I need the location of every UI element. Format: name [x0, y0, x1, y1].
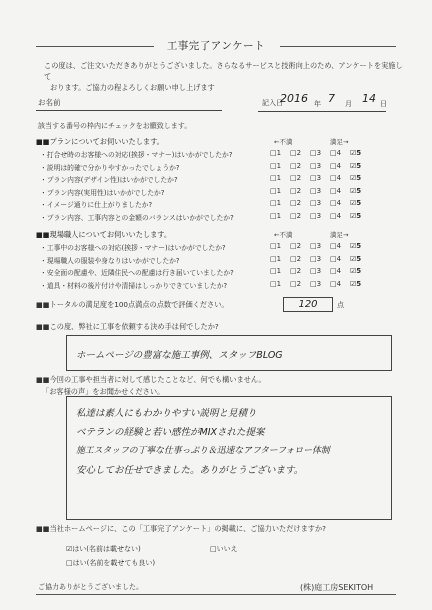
- rating-checkbox-4[interactable]: □4: [330, 161, 342, 170]
- total-score-field[interactable]: 120: [283, 297, 333, 312]
- plan-rating-6: [270, 212, 370, 220]
- plan-question-1: ・打合せ時のお客様への対応(挨拶・マナー)はいかがでしたか?: [40, 151, 233, 159]
- voice-label: ■■今回の工事や担当者に対して感じたことなど、何でも構いません。: [36, 375, 266, 384]
- rating-checkbox-1[interactable]: □1: [270, 279, 282, 288]
- rating-checkbox-3[interactable]: □3: [310, 174, 322, 182]
- scale-left-label: ←不満: [274, 231, 293, 239]
- rating-checkbox-3[interactable]: □3: [310, 149, 322, 157]
- page-title: 工事完了アンケート: [166, 40, 266, 52]
- voice-sublabel: 「お客様の声」をお聞かせください。: [42, 387, 165, 396]
- rating-checkbox-4[interactable]: □4: [330, 174, 342, 182]
- voice-line: 私達は素人にもわかりやすい説明と見積り: [76, 408, 257, 419]
- consent-yes-anonymous-checkbox[interactable]: ☑はい(名前は載せない): [66, 545, 141, 553]
- plan-question-3: ・プラン内容(デザイン性)はいかがでしたか?: [40, 176, 178, 184]
- rating-checkbox-5[interactable]: ☑5: [350, 242, 362, 250]
- rating-checkbox-4[interactable]: □4: [330, 267, 342, 275]
- rating-checkbox-2[interactable]: □2: [290, 174, 302, 182]
- reason-answer-text: ホームページの豊富な施工事例、スタッフBLOG: [76, 350, 283, 361]
- rating-checkbox-1[interactable]: □1: [270, 211, 282, 220]
- rating-checkbox-2[interactable]: □2: [290, 267, 302, 275]
- intro-text: [44, 60, 404, 93]
- rating-checkbox-4[interactable]: □4: [330, 149, 342, 157]
- date-month-unit: 月: [345, 100, 352, 108]
- plan-question-2: ・説明は的確で分かりやすかったでしょうか?: [40, 163, 180, 172]
- rating-checkbox-1[interactable]: □1: [270, 186, 282, 195]
- plan-question-4: ・プラン内容(実用性)はいかがでしたか?: [40, 188, 165, 197]
- rating-checkbox-2[interactable]: □2: [290, 242, 302, 250]
- rating-checkbox-2[interactable]: □2: [290, 279, 302, 288]
- plan-rating-3: [270, 174, 370, 182]
- date-label: 記入日: [262, 99, 283, 107]
- section-staff-header: ■■現場職人についてお伺いいたします。: [36, 230, 172, 239]
- rating-checkbox-5[interactable]: ☑5: [350, 279, 362, 288]
- staff-question-3: ・安全面の配慮や、近隣住民への配慮は行き届いていましたか?: [40, 269, 234, 277]
- rating-checkbox-2[interactable]: □2: [290, 161, 302, 170]
- staff-question-4: ・道具・材料の後片付けや清掃はしっかりできていましたか?: [40, 281, 228, 290]
- rating-checkbox-5[interactable]: ☑5: [350, 254, 362, 263]
- rating-checkbox-5[interactable]: ☑5: [350, 149, 362, 157]
- bottom-rule: [36, 594, 396, 595]
- staff-rating-1: [270, 242, 370, 250]
- date-year: 2016: [280, 92, 308, 105]
- rating-checkbox-5[interactable]: ☑5: [350, 267, 362, 275]
- rating-checkbox-5[interactable]: ☑5: [350, 186, 362, 195]
- voice-line: 施工スタッフの丁寧な仕事っぷり＆迅速なアフターフォロー体制: [76, 446, 330, 456]
- plan-rating-5: [270, 199, 370, 207]
- rating-checkbox-2[interactable]: □2: [290, 199, 302, 207]
- section-plan-header: ■■プランについてお伺いいたします。: [36, 137, 164, 146]
- rating-checkbox-1[interactable]: □1: [270, 242, 282, 250]
- name-label: お名前: [38, 98, 61, 107]
- homepage-consent-label: ■■当社ホームページに、この「工事完了アンケート」の掲載に、ご協力いただけますか?: [36, 524, 326, 533]
- rating-checkbox-1[interactable]: □1: [270, 254, 282, 263]
- staff-rating-2: [270, 255, 370, 263]
- reason-label: ■■この度、弊社に工事を依頼する決め手は何でしたか?: [36, 322, 219, 331]
- voice-line: ベテランの経験と若い感性がMIXされた提案: [76, 427, 265, 438]
- rating-checkbox-2[interactable]: □2: [290, 254, 302, 263]
- rating-checkbox-4[interactable]: □4: [330, 254, 342, 263]
- rating-checkbox-3[interactable]: □3: [310, 242, 322, 250]
- rating-checkbox-3[interactable]: □3: [310, 279, 322, 288]
- total-label: ■■トータルの満足度を100点満点の点数で評価ください。: [36, 300, 229, 309]
- date-month: 7: [328, 92, 335, 105]
- date-day: 14: [362, 92, 376, 105]
- rating-checkbox-1[interactable]: □1: [270, 174, 282, 182]
- rating-checkbox-4[interactable]: □4: [330, 242, 342, 250]
- staff-rating-3: [270, 267, 370, 275]
- rating-checkbox-3[interactable]: □3: [310, 211, 322, 220]
- date-day-unit: 日: [380, 100, 387, 108]
- staff-question-2: ・現場職人の服装や身なりはいかがでしたか?: [40, 256, 180, 265]
- date-field[interactable]: [258, 111, 386, 112]
- rating-checkbox-4[interactable]: □4: [330, 199, 342, 207]
- intro-line: おります。ご協力の程よろしくお願い申し上げます: [50, 83, 215, 92]
- company-name: (株)庭工房SEKITOH: [300, 583, 374, 592]
- rating-checkbox-5[interactable]: ☑5: [350, 211, 362, 220]
- rating-checkbox-1[interactable]: □1: [270, 161, 282, 170]
- rating-checkbox-2[interactable]: □2: [290, 149, 302, 157]
- total-unit: 点: [337, 301, 344, 309]
- rating-checkbox-4[interactable]: □4: [330, 211, 342, 220]
- rating-checkbox-5[interactable]: ☑5: [350, 161, 362, 170]
- staff-rating-4: [270, 280, 370, 288]
- rating-checkbox-5[interactable]: ☑5: [350, 199, 362, 207]
- rating-checkbox-5[interactable]: ☑5: [350, 174, 362, 182]
- rating-checkbox-3[interactable]: □3: [310, 186, 322, 195]
- consent-no-checkbox[interactable]: □いいえ: [210, 545, 238, 553]
- staff-question-1: ・工事中のお客様への対応(挨拶・マナー)はいかがでしたか?: [40, 244, 226, 252]
- scale-right-label: 満足→: [330, 231, 349, 239]
- scale-left-label: ←不満: [274, 138, 293, 146]
- title-rule-right: [280, 46, 396, 47]
- rating-checkbox-1[interactable]: □1: [270, 149, 282, 157]
- rating-checkbox-3[interactable]: □3: [310, 254, 322, 263]
- plan-question-5: ・イメージ通りに仕上がりましたか?: [40, 201, 153, 209]
- plan-question-6: ・プラン内容、工事内容との金額のバランスはいかがでしたか?: [40, 213, 234, 222]
- rating-checkbox-3[interactable]: □3: [310, 161, 322, 170]
- rating-checkbox-1[interactable]: □1: [270, 267, 282, 275]
- plan-rating-4: [270, 187, 370, 195]
- name-field[interactable]: [36, 110, 222, 111]
- rating-checkbox-3[interactable]: □3: [310, 267, 322, 275]
- rating-checkbox-4[interactable]: □4: [330, 186, 342, 195]
- rating-checkbox-4[interactable]: □4: [330, 279, 342, 288]
- thanks-text: ご協力ありがとうございました。: [38, 583, 143, 591]
- rating-checkbox-2[interactable]: □2: [290, 211, 302, 220]
- rating-checkbox-2[interactable]: □2: [290, 186, 302, 195]
- instruction-text: 該当する番号の枠内にチェックをお願致します。: [38, 122, 192, 130]
- plan-rating-1: [270, 149, 370, 157]
- scale-right-label: 満足→: [330, 138, 349, 146]
- voice-line: 安心してお任せできました。ありがとうございます。: [76, 465, 304, 476]
- rating-checkbox-1[interactable]: □1: [270, 199, 282, 207]
- date-year-unit: 年: [314, 100, 321, 108]
- plan-rating-2: [270, 162, 370, 170]
- consent-yes-named-checkbox[interactable]: □はい(名前を載せても良い): [66, 559, 156, 567]
- rating-checkbox-3[interactable]: □3: [310, 199, 322, 207]
- intro-line: この度は、ご注文いただきありがとうございました。さらなるサービスと技術向上のため、アンケートを実施して: [44, 61, 403, 81]
